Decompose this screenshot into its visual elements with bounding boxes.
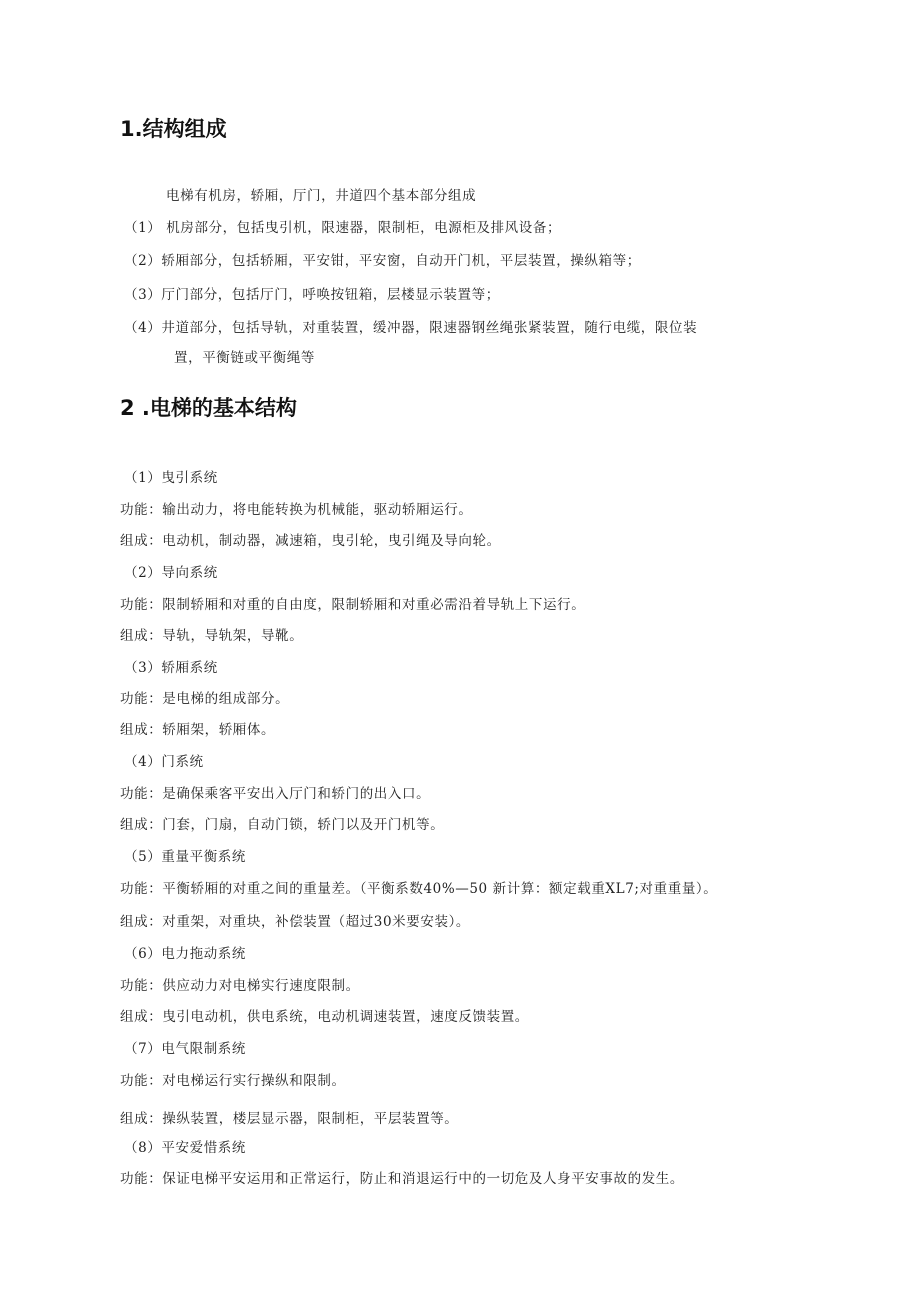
- section-1-item: （2）轿厢部分，包括轿厢，平安钳，平安窗，自动开门机，平层装置，操纵箱等；: [124, 253, 641, 269]
- section-1-intro: 电梯有机房，轿厢，厅门，井道四个基本部分组成: [166, 188, 477, 204]
- system-title: （4）门系统: [124, 754, 204, 770]
- system-function: 功能：是电梯的组成部分。: [120, 691, 290, 707]
- system-title: （7）电气限制系统: [124, 1041, 246, 1057]
- system-composition: 组成：曳引电动机，供电系统，电动机调速装置，速度反馈装置。: [120, 1009, 529, 1025]
- section-2-heading: 2 .电梯的基本结构: [120, 396, 297, 420]
- system-function: 功能：平衡轿厢的对重之间的重量差。（平衡系数40%—50 新计算：额定载重XL7;对重重量）。: [120, 881, 718, 897]
- system-function: 功能：限制轿厢和对重的自由度，限制轿厢和对重必需沿着导轨上下运行。: [120, 597, 586, 613]
- system-title: （2）导向系统: [124, 565, 218, 581]
- system-title: （6）电力拖动系统: [124, 946, 246, 962]
- system-composition: 组成：电动机，制动器，减速箱，曳引轮，曳引绳及导向轮。: [120, 533, 501, 549]
- system-composition: 组成：对重架，对重块，补偿装置（超过30米要安装）。: [120, 914, 471, 930]
- system-function: 功能：供应动力对电梯实行速度限制。: [120, 978, 360, 994]
- system-function: 功能：输出动力，将电能转换为机械能，驱动轿厢运行。: [120, 502, 473, 518]
- system-title: （3）轿厢系统: [124, 660, 218, 676]
- system-function: 功能：是确保乘客平安出入厅门和轿门的出入口。: [120, 786, 431, 802]
- system-composition: 组成：导轨，导轨架，导靴。: [120, 628, 304, 644]
- system-title: （8）平安爱惜系统: [124, 1140, 246, 1156]
- section-1-item: （4）井道部分，包括导轨，对重装置，缓冲器，限速器钢丝绳张紧装置，随行电缆，限位装: [124, 320, 698, 336]
- system-composition: 组成：轿厢架，轿厢体。: [120, 722, 276, 738]
- system-title: （1）曳引系统: [124, 470, 218, 486]
- section-1-heading: 1.结构组成: [120, 117, 227, 141]
- section-1-item: （3）厅门部分，包括厅门，呼唤按钮箱，层楼显示装置等；: [124, 287, 500, 303]
- system-title: （5）重量平衡系统: [124, 849, 246, 865]
- system-function: 功能：对电梯运行实行操纵和限制。: [120, 1073, 346, 1089]
- section-1-item-continued: 置，平衡链或平衡绳等: [174, 350, 315, 366]
- system-composition: 组成：操纵装置，楼层显示器，限制柜，平层装置等。: [120, 1111, 459, 1127]
- section-1-item: （1） 机房部分，包括曳引机，限速器，限制柜，电源柜及排风设备；: [124, 220, 562, 236]
- system-composition: 组成：门套，门扇，自动门锁，轿门以及开门机等。: [120, 817, 445, 833]
- system-function: 功能：保证电梯平安运用和正常运行，防止和消退运行中的一切危及人身平安事故的发生。: [120, 1171, 684, 1187]
